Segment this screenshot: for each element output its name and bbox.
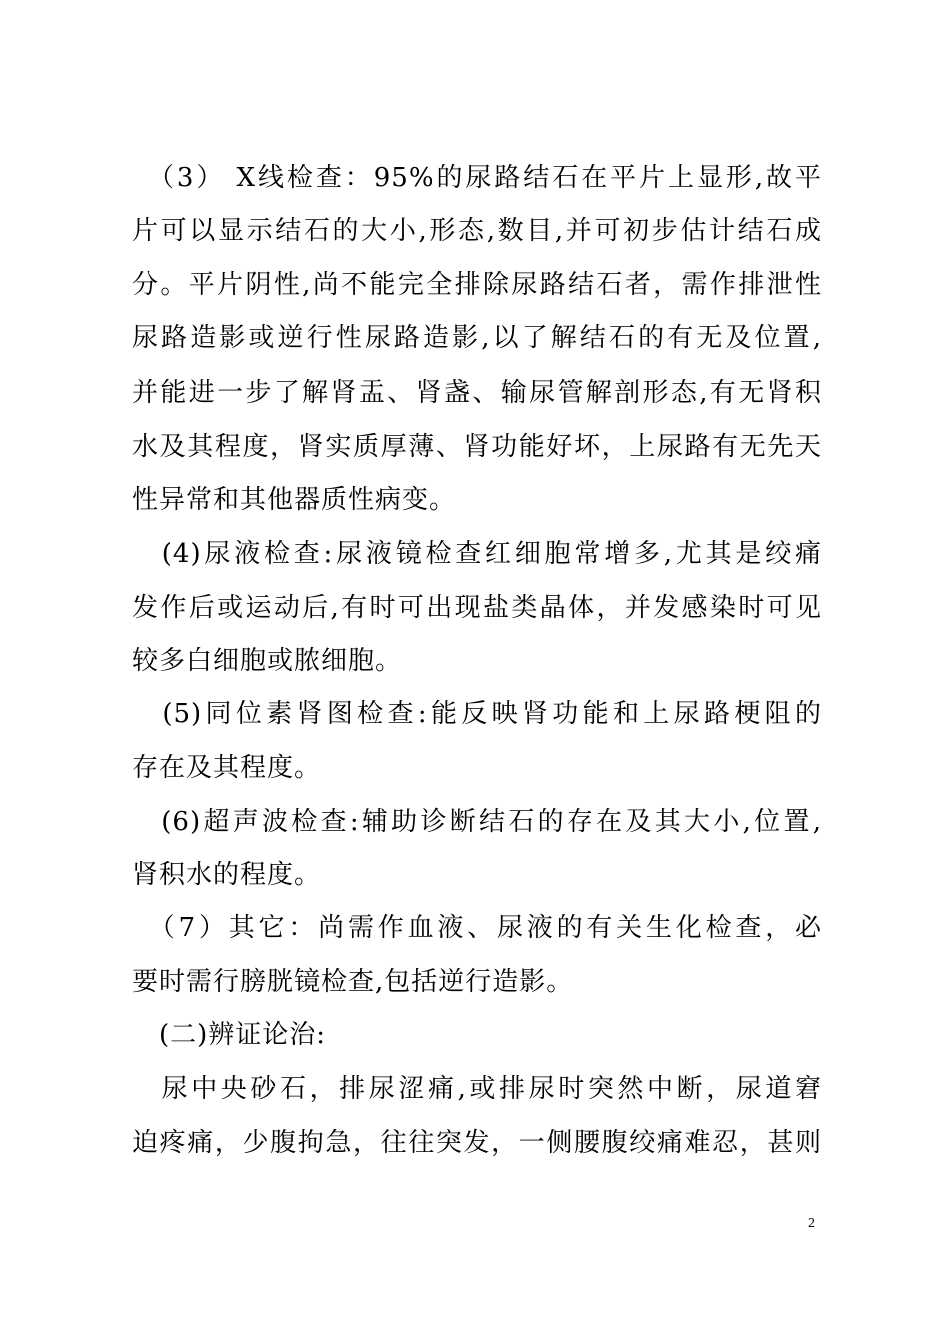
text-line: 尿中央砂石，排尿涩痛,或排尿时突然中断，尿道窘 xyxy=(132,1074,822,1104)
text-line: 片可以显示结石的大小,形态,数目,并可初步估计结石成 xyxy=(132,216,822,246)
text-line: （3） X线检查：95%的尿路结石在平片上显形,故平 xyxy=(132,163,822,193)
text-line: （7）其它：尚需作血液、尿液的有关生化检查，必 xyxy=(132,913,822,943)
page-number: 2 xyxy=(808,1216,815,1231)
text-line: 分。平片阴性,尚不能完全排除尿路结石者，需作排泄性 xyxy=(132,270,822,300)
text-line: 存在及其程度。 xyxy=(132,753,322,783)
text-line: (5)同位素肾图检查:能反映肾功能和上尿路梗阻的 xyxy=(132,699,822,729)
text-line: 肾积水的程度。 xyxy=(132,860,322,890)
text-line: 性异常和其他器质性病变。 xyxy=(132,485,457,515)
text-line: (4)尿液检查:尿液镜检查红细胞常增多,尤其是绞痛 xyxy=(132,539,822,569)
text-line: (6)超声波检查:辅助诊断结石的存在及其大小,位置, xyxy=(132,807,822,837)
text-line: 要时需行膀胱镜检查,包括逆行造影。 xyxy=(132,967,574,997)
text-line: 较多白细胞或脓细胞。 xyxy=(132,646,403,676)
text-line: 并能进一步了解肾盂、肾盏、输尿管解剖形态,有无肾积 xyxy=(132,378,822,408)
section-heading: (二)辨证论治: xyxy=(132,1020,327,1050)
text-line: 发作后或运动后,有时可出现盐类晶体，并发感染时可见 xyxy=(132,593,822,623)
text-line: 水及其程度，肾实质厚薄、肾功能好坏，上尿路有无先天 xyxy=(132,432,822,462)
text-line: 迫疼痛，少腹拘急，往往突发，一侧腰腹绞痛难忍，甚则 xyxy=(132,1128,822,1158)
text-line: 尿路造影或逆行性尿路造影,以了解结石的有无及位置, xyxy=(132,323,822,353)
